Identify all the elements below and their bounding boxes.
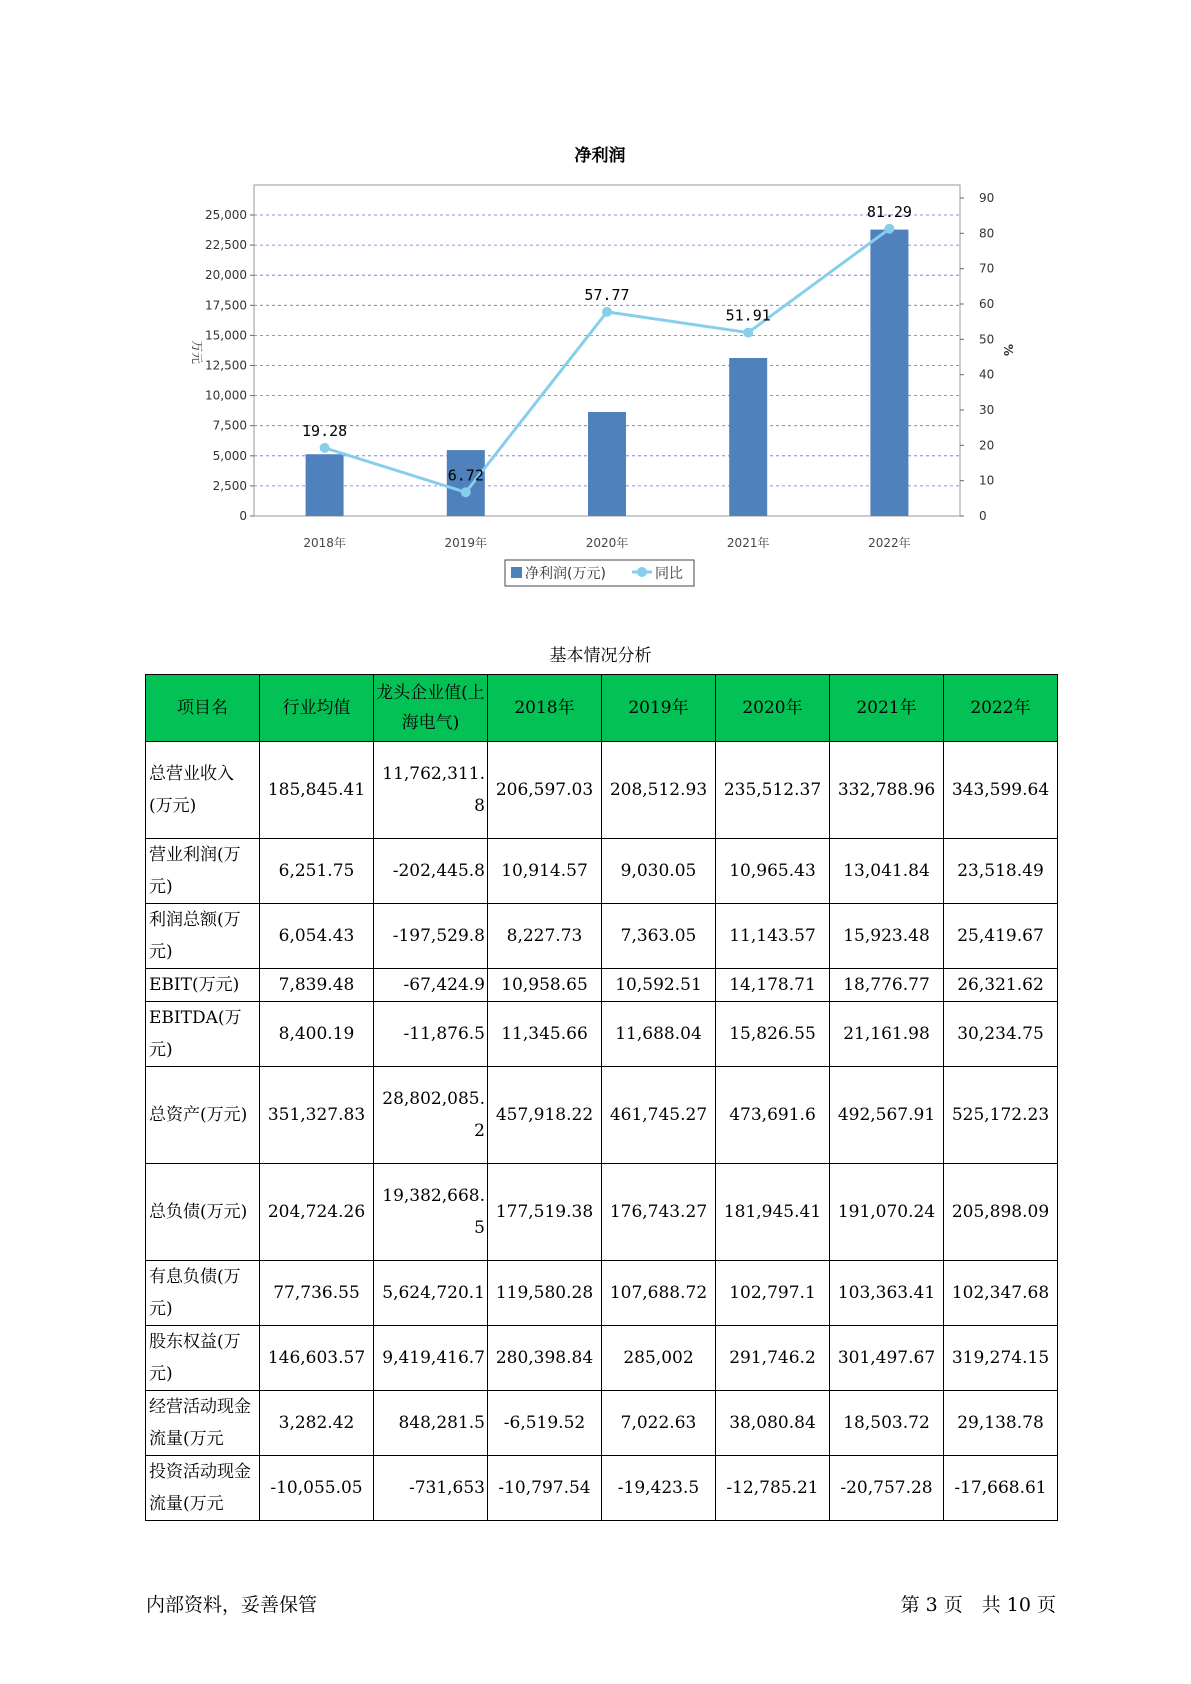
table-row [146,742,1058,839]
bar [306,454,344,516]
table-cell: 7,363.05 [602,904,716,969]
table-cell: -197,529.8 [374,904,488,969]
table-cell: 9,030.05 [602,839,716,904]
x-tick-label: 2019年 [444,536,488,550]
net-profit-chart [0,0,1191,600]
table-cell: 29,138.78 [944,1391,1058,1456]
table-cell: 8,400.19 [260,1002,374,1067]
y-tick-label: 2,500 [212,478,247,493]
table-cell: 235,512.37 [716,742,830,839]
y-tick-label: 15,000 [205,328,247,343]
row-item-label: 总营业收入(万元) [146,742,260,839]
basic-analysis-table [145,674,1058,1521]
table-cell: 119,580.28 [488,1261,602,1326]
table-cell: 38,080.84 [716,1391,830,1456]
table-cell: 18,503.72 [830,1391,944,1456]
y2-tick-label: 80 [979,226,995,241]
y2-tick-label: 30 [979,403,995,417]
table-cell: 15,923.48 [830,904,944,969]
line-point [884,224,894,234]
row-item-label: EBITDA(万元) [146,1002,260,1067]
table-cell: 10,592.51 [602,969,716,1002]
table-cell: 107,688.72 [602,1261,716,1326]
table-cell: 146,603.57 [260,1326,374,1391]
x-tick-label: 2020年 [585,536,629,550]
table-cell: -202,445.8 [374,839,488,904]
table-cell: 208,512.93 [602,742,716,839]
table-cell: 6,054.43 [260,904,374,969]
table-cell: 30,234.75 [944,1002,1058,1067]
table-row [146,1164,1058,1261]
point-label: 51.91 [725,306,771,325]
x-tick-label: 2021年 [726,536,770,550]
bar [588,412,626,516]
table-cell: 525,172.23 [944,1067,1058,1164]
bar-series [306,230,909,516]
table-cell: -67,424.9 [374,969,488,1002]
row-item-label: EBIT(万元) [146,969,260,1002]
table-cell: 285,002 [602,1326,716,1391]
table-body [146,742,1058,1521]
header-2018: 2018年 [488,675,602,742]
footer-page-number: 第 3 页 共 10 页 [900,1594,1056,1616]
header-leader-value: 龙头企业值(上海电气) [374,675,488,742]
table-cell: 10,914.57 [488,839,602,904]
table-row [146,1261,1058,1326]
table-cell: -10,797.54 [488,1456,602,1521]
table-cell: 28,802,085.2 [374,1067,488,1164]
bar [729,358,767,516]
table-cell: 3,282.42 [260,1391,374,1456]
chart-legend [505,560,694,586]
y-tick-label: 7,500 [212,418,247,433]
table-cell: 102,797.1 [716,1261,830,1326]
table-cell: 185,845.41 [260,742,374,839]
table-cell: -17,668.61 [944,1456,1058,1521]
table-cell: 343,599.64 [944,742,1058,839]
y-axis-ticks [205,208,254,523]
y-tick-label: 10,000 [205,388,247,403]
header-item-name: 项目名 [146,675,260,742]
table-cell: 77,736.55 [260,1261,374,1326]
row-item-label: 经营活动现金流量(万元 [146,1391,260,1456]
table-cell: 176,743.27 [602,1164,716,1261]
table-row [146,1002,1058,1067]
table-row [146,1067,1058,1164]
y-tick-label: 25,000 [205,208,247,222]
table-cell: 301,497.67 [830,1326,944,1391]
x-axis-ticks [303,535,910,550]
header-2022: 2022年 [944,675,1058,742]
table-cell: 177,519.38 [488,1164,602,1261]
header-industry-avg: 行业均值 [260,675,374,742]
table-cell: 492,567.91 [830,1067,944,1164]
table-cell: 23,518.49 [944,839,1058,904]
point-label: 57.77 [584,285,630,304]
table-cell: 11,143.57 [716,904,830,969]
table-cell: 319,274.15 [944,1326,1058,1391]
y2-tick-label: 0 [979,509,987,523]
footer-confidential-note: 内部资料，妥善保管 [146,1594,318,1616]
table-cell: 7,839.48 [260,969,374,1002]
table-cell: 6,251.75 [260,839,374,904]
x-tick-label: 2022年 [868,536,911,550]
y-tick-label: 5,000 [212,448,247,463]
table-cell: 280,398.84 [488,1326,602,1391]
table-cell: 14,178.71 [716,969,830,1002]
line-point [320,443,330,453]
table-row [146,1391,1058,1456]
table-cell: -731,653 [374,1456,488,1521]
table-cell: 11,345.66 [488,1002,602,1067]
row-item-label: 股东权益(万元) [146,1326,260,1391]
table-cell: 332,788.96 [830,742,944,839]
row-item-label: 总负债(万元) [146,1164,260,1261]
table-cell: 204,724.26 [260,1164,374,1261]
table-cell: 11,762,311.8 [374,742,488,839]
table-header-row [146,675,1058,742]
table-row [146,839,1058,904]
table-cell: 8,227.73 [488,904,602,969]
table-cell: 9,419,416.7 [374,1326,488,1391]
legend-bar-swatch [511,567,522,578]
y2-tick-label: 40 [979,367,995,382]
y2-tick-label: 70 [979,261,995,276]
y-tick-label: 12,500 [205,358,247,373]
table-cell: -11,876.5 [374,1002,488,1067]
line-point [602,307,612,317]
table-cell: -10,055.05 [260,1456,374,1521]
table-cell: 13,041.84 [830,839,944,904]
y2-tick-label: 10 [979,473,995,488]
table-cell: -20,757.28 [830,1456,944,1521]
table-row [146,1456,1058,1521]
table-cell: 102,347.68 [944,1261,1058,1326]
legend-bar-label: 净利润(万元) [525,566,606,582]
point-label: 6.72 [447,466,484,485]
y-axis-title: 万元 [190,339,204,365]
header-2019: 2019年 [602,675,716,742]
y2-tick-label: 20 [979,438,995,453]
y2-tick-label: 90 [979,191,995,205]
table-cell: 457,918.22 [488,1067,602,1164]
line-point [461,487,471,497]
table-cell: 461,745.27 [602,1067,716,1164]
table-cell: 18,776.77 [830,969,944,1002]
table-row [146,1326,1058,1391]
table-cell: 25,419.67 [944,904,1058,969]
table-cell: 19,382,668.5 [374,1164,488,1261]
table-cell: 181,945.41 [716,1164,830,1261]
row-item-label: 投资活动现金流量(万元 [146,1456,260,1521]
y2-axis-title: % [1001,343,1015,357]
y2-tick-label: 50 [979,332,995,347]
y-tick-label: 22,500 [205,238,247,253]
header-2020: 2020年 [716,675,830,742]
chart-title: 净利润 [574,146,626,166]
x-tick-label: 2018年 [303,536,346,550]
table-cell: 206,597.03 [488,742,602,839]
table-cell: -19,423.5 [602,1456,716,1521]
table-cell: 10,958.65 [488,969,602,1002]
table-cell: 21,161.98 [830,1002,944,1067]
table-cell: 351,327.83 [260,1067,374,1164]
table-cell: 291,746.2 [716,1326,830,1391]
table-cell: 15,826.55 [716,1002,830,1067]
header-2021: 2021年 [830,675,944,742]
row-item-label: 有息负债(万元) [146,1261,260,1326]
point-label: 19.28 [302,421,348,440]
y-tick-label: 17,500 [205,298,247,313]
row-item-label: 营业利润(万元) [146,839,260,904]
table-cell: 205,898.09 [944,1164,1058,1261]
table-cell: 10,965.43 [716,839,830,904]
row-item-label: 利润总额(万元) [146,904,260,969]
table-cell: 11,688.04 [602,1002,716,1067]
table-cell: -12,785.21 [716,1456,830,1521]
point-label: 81.29 [866,202,912,221]
table-cell: -6,519.52 [488,1391,602,1456]
legend-line-label: 同比 [655,566,683,582]
table-row [146,969,1058,1002]
table-cell: 473,691.6 [716,1067,830,1164]
row-item-label: 总资产(万元) [146,1067,260,1164]
table-cell: 5,624,720.1 [374,1261,488,1326]
table-cell: 848,281.5 [374,1391,488,1456]
y-tick-label: 20,000 [205,268,247,283]
table-caption: 基本情况分析 [549,646,652,666]
table-cell: 7,022.63 [602,1391,716,1456]
table-cell: 26,321.62 [944,969,1058,1002]
table-row [146,904,1058,969]
y2-tick-label: 60 [979,297,995,311]
table-cell: 103,363.41 [830,1261,944,1326]
y2-axis-ticks [960,191,994,523]
table-cell: 191,070.24 [830,1164,944,1261]
bar [870,230,908,516]
y-tick-label: 0 [239,509,247,523]
line-point [743,328,753,338]
legend-line-marker [637,567,647,577]
